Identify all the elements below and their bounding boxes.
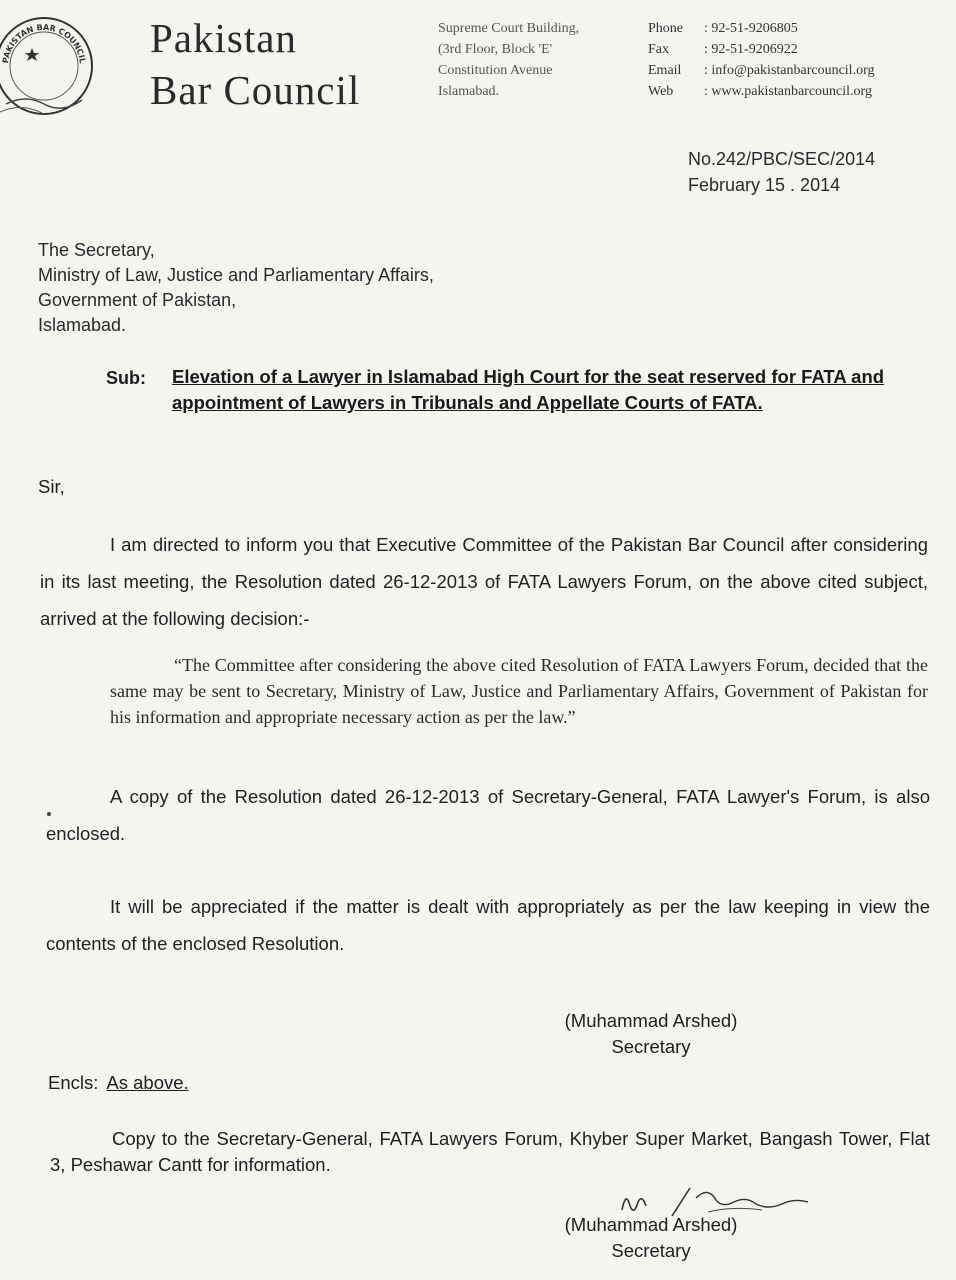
committee-decision-quote: “The Committee after considering the above cited Resolution of FATA Lawyers Forum, decided that the same may be sent to Secretary, Ministry of Law, Justice and Parliamentary Affairs, Government of Pakistan for his information and appropriate necessary action as per the law.” — [110, 655, 928, 727]
reference-number: No.242/PBC/SEC/2014 — [688, 149, 876, 169]
svg-text:PAKISTAN BAR COUNCIL: PAKISTAN BAR COUNCIL — [1, 22, 87, 64]
signatory-title: Secretary — [611, 1036, 691, 1057]
web-row: Web : www.pakistanbarcouncil.org — [648, 84, 872, 99]
body-paragraph-2: A copy of the Resolution dated 26-12-2013 of Secretary-General, FATA Lawyer's Forum, is also enclosed. — [46, 786, 930, 844]
org-name-line2: Bar Council — [150, 67, 361, 113]
signatory-block-2 — [546, 1212, 756, 1264]
address-line: Constitution Avenue — [438, 63, 553, 78]
fax-row: Fax : 92-51-9206922 — [648, 42, 798, 57]
organization-name — [150, 12, 360, 116]
subject-text: Elevation of a Lawyer in Islamabad High Court for the seat reserved for FATA and appointment of Lawyers in Tribunals and Appellate Courts of FATA. — [172, 366, 885, 413]
addressee-line: The Secretary, — [38, 240, 155, 260]
salutation: Sir, — [38, 476, 65, 497]
signatory-name: (Muhammad Arshed) — [564, 1214, 738, 1235]
council-seal-icon — [0, 8, 102, 124]
addressee-line: Ministry of Law, Justice and Parliamentary Affairs, — [38, 265, 434, 285]
org-name-line1: Pakistan — [150, 15, 297, 61]
body-paragraph-1: I am directed to inform you that Executive Committee of the Pakistan Bar Council after considering in its last meeting, the Resolution dated 26-12-2013 of FATA Lawyers Forum, on the above cited subject, arrived at the following decision:- — [40, 534, 928, 629]
enclosures-value: As above. — [106, 1072, 189, 1093]
addressee-line: Government of Pakistan, — [38, 290, 237, 310]
address-line: Supreme Court Building, — [438, 21, 580, 36]
signatory-block-1 — [546, 1008, 756, 1060]
enclosures — [48, 1072, 189, 1094]
signatory-title: Secretary — [611, 1240, 691, 1261]
council-address — [438, 18, 579, 102]
addressee-block — [38, 238, 434, 338]
letter-reference — [688, 146, 875, 198]
copy-to: Copy to the Secretary-General, FATA Lawyers Forum, Khyber Super Market, Bangash Tower, Flat 3, Peshawar Cantt for information. — [50, 1128, 930, 1175]
contact-info — [648, 18, 874, 102]
subject-label: Sub: — [106, 368, 146, 388]
addressee-line: Islamabad. — [38, 315, 127, 335]
letter-date: February 15 . 2014 — [688, 175, 841, 195]
signatory-name: (Muhammad Arshed) — [564, 1010, 738, 1031]
enclosures-label: Encls: — [48, 1072, 99, 1093]
phone-row: Phone : 92-51-9206805 — [648, 21, 798, 36]
email-row: Email : info@pakistanbarcouncil.org — [648, 63, 875, 78]
body-paragraph-3: It will be appreciated if the matter is dealt with appropriately as per the law keeping in view the contents of the enclosed Resolution. — [46, 896, 930, 954]
address-line: (3rd Floor, Block 'E' — [438, 42, 553, 57]
address-line: Islamabad. — [438, 84, 500, 99]
